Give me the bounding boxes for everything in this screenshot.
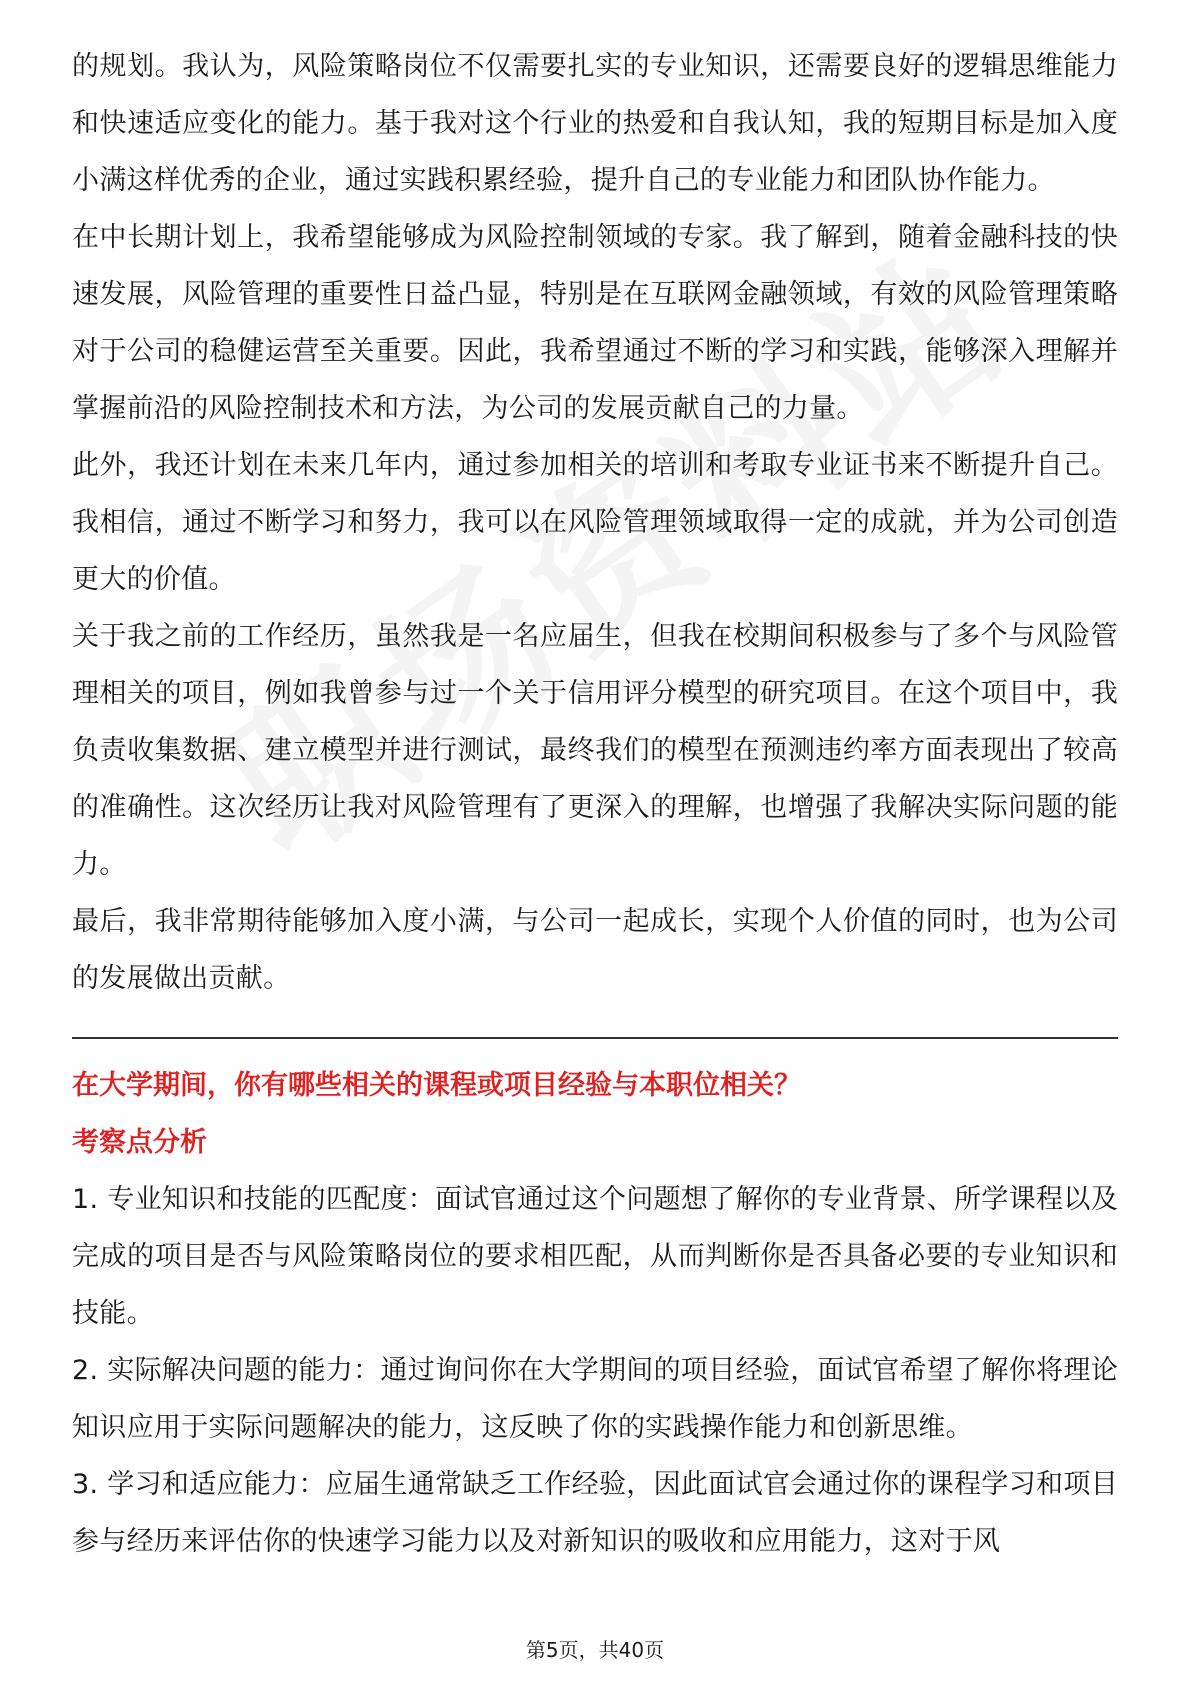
analysis-point: 1. 专业知识和技能的匹配度：面试官通过这个问题想了解你的专业背景、所学课程以及完成的项目是否与风险策略岗位的要求相匹配，从而判断你是否具备必要的专业知识和技能。: [72, 1184, 1118, 1329]
body-paragraph: 关于我之前的工作经历，虽然我是一名应届生，但我在校期间积极参与了多个与风险管理相关的项目，例如我曾参与过一个关于信用评分模型的研究项目。在这个项目中，我负责收集数据、建立模型并进行测试，最终我们的模型在预测违约率方面表现出了较高的准确性。这次经历让我对风险管理有了更深入的理解，也增强了我解决实际问题的能力。: [72, 621, 1118, 880]
body-paragraph: 在中长期计划上，我希望能够成为风险控制领域的专家。我了解到，随着金融科技的快速发展，风险管理的重要性日益凸显，特别是在互联网金融领域，有效的风险管理策略对于公司的稳健运营至关重要。因此，我希望通过不断的学习和实践，能够深入理解并掌握前沿的风险控制技术和方法，为公司的发展贡献自己的力量。: [72, 222, 1118, 424]
question-heading: 在大学期间，你有哪些相关的课程或项目经验与本职位相关？: [72, 1070, 801, 1101]
section-divider: [72, 1037, 1118, 1039]
analysis-point: 3. 学习和适应能力：应届生通常缺乏工作经验，因此面试官会通过你的课程学习和项目参与经历来评估你的快速学习能力以及对新知识的吸收和应用能力，这对于风: [72, 1469, 1118, 1557]
analysis-heading: 考察点分析: [72, 1127, 207, 1158]
document-page: [72, 38, 1118, 1570]
body-paragraph: 的规划。我认为，风险策略岗位不仅需要扎实的专业知识，还需要良好的逻辑思维能力和快速适应变化的能力。基于我对这个行业的热爱和自我认知，我的短期目标是加入度小满这样优秀的企业，通过实践积累经验，提升自己的专业能力和团队协作能力。: [72, 51, 1118, 196]
analysis-point: 2. 实际解决问题的能力：通过询问你在大学期间的项目经验，面试官希望了解你将理论知识应用于实际问题解决的能力，这反映了你的实践操作能力和创新思维。: [72, 1355, 1118, 1443]
page-number: 第5页，共40页: [525, 1638, 665, 1662]
body-paragraph: 此外，我还计划在未来几年内，通过参加相关的培训和考取专业证书来不断提升自己。我相信，通过不断学习和努力，我可以在风险管理领域取得一定的成就，并为公司创造更大的价值。: [72, 450, 1118, 595]
body-paragraph: 最后，我非常期待能够加入度小满，与公司一起成长，实现个人价值的同时，也为公司的发展做出贡献。: [72, 906, 1118, 994]
